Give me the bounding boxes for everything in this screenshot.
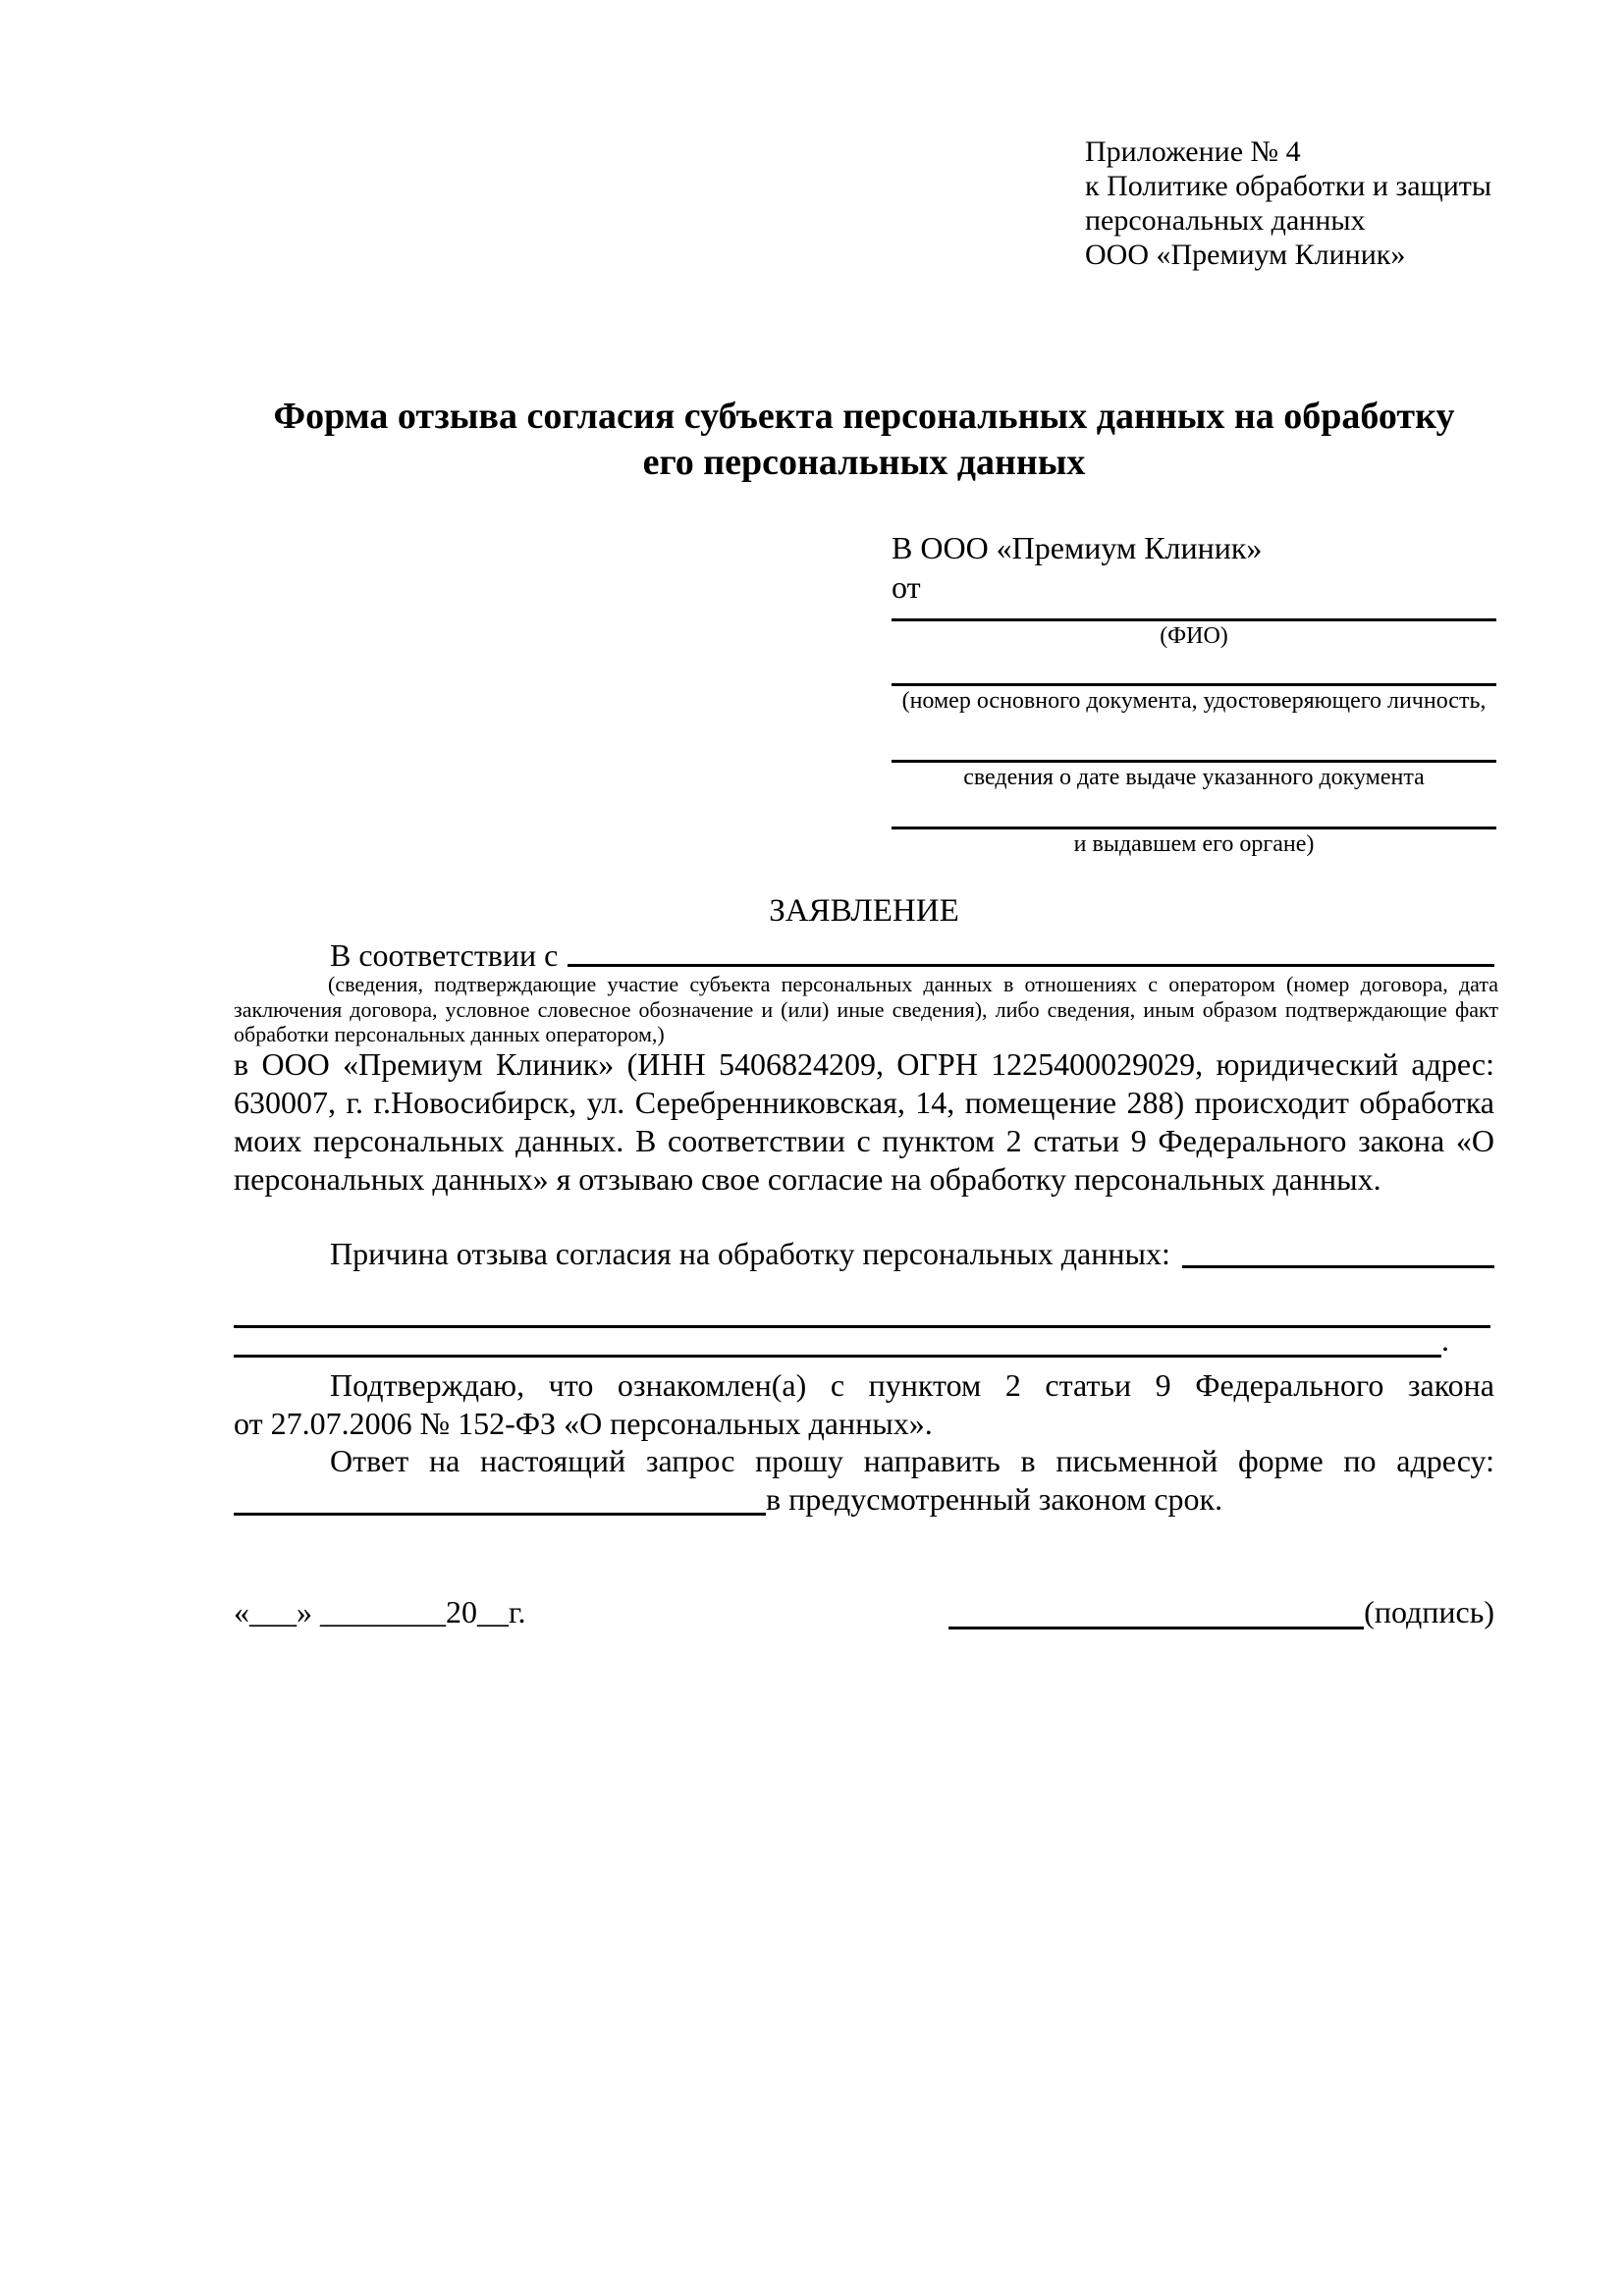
date-placeholder: «___» ________20__г.	[234, 1594, 526, 1629]
document-title	[234, 394, 1494, 486]
reason-fill-line	[1182, 1235, 1494, 1268]
document-number-caption: (номер основного документа, удостоверяющего личность,	[901, 688, 1487, 714]
document-authority-caption: и выдавшем его органе)	[1073, 831, 1315, 857]
appendix-header-line: Приложение № 4	[1085, 135, 1301, 168]
signature-caption: (подпись)	[1364, 1594, 1494, 1629]
confirmation-line: Подтверждаю, что ознакомлен(а) с пунктом 2 статьи 9 Федерального закона	[330, 1367, 1494, 1403]
appendix-header-line: ООО «Премиум Клиник»	[1085, 239, 1406, 271]
fine-print-note: (сведения, подтверждающие участие субъекта персональных данных в отношениях с оператором (номер договора, дата заключения договора, условное словесное обозначение и (или) иные сведения), либо сведения, иным образом подтверждающие факт обработки персональных данных оператором,)	[234, 972, 1498, 1046]
document-title-line: Форма отзыва согласия субъекта персональных данных на обработку	[273, 396, 1455, 437]
confirmation-paragraph	[234, 1366, 1494, 1443]
document-authority-fill-line	[892, 792, 1496, 829]
reason-label: Причина отзыва согласия на обработку персональных данных:	[330, 1236, 1170, 1271]
confirmation-line: от 27.07.2006 № 152-ФЗ «О персональных данных».	[234, 1406, 933, 1441]
document-number-fill-line	[892, 651, 1496, 686]
document-issue-date-caption: сведения о дате выдаче указанного документа	[963, 765, 1425, 790]
statement-heading: ЗАЯВЛЕНИЕ	[769, 893, 959, 929]
reason-row	[234, 1235, 1494, 1273]
intro-label: В соответствии с	[330, 937, 559, 973]
intro-fill-line	[568, 936, 1494, 967]
reply-request-line: Ответ на настоящий запрос прошу направить в письменной форме по адресу:	[330, 1443, 1494, 1478]
reason-blank-line-2	[234, 1321, 1441, 1358]
appendix-header-line: к Политике обработки и защиты	[1085, 170, 1492, 202]
signature-row	[234, 1593, 1494, 1631]
statement-body-paragraph: в ООО «Премиум Клиник» (ИНН 5406824209, ОГРН 1225400029029, юридический адрес: 630007, г. г.Новосибирск, ул. Серебренниковская, 14, помещение 288) происходит обработка моих персональных данных. В соответствии с пунктом 2 статьи 9 Федерального закона «О персональных данных» я отзываю свое согласие на обработку персональных данных.	[234, 1046, 1494, 1197]
addressee-from-label: от	[892, 569, 921, 605]
fio-fill-line	[892, 607, 1496, 621]
reason-blank-row-2	[234, 1321, 1494, 1358]
addressee-block	[892, 528, 1496, 859]
document-title-line: его персональных данных	[642, 442, 1086, 483]
appendix-header-line: персональных данных	[1085, 204, 1366, 237]
signature-fill-line	[948, 1593, 1364, 1629]
fio-caption: (ФИО)	[1160, 623, 1228, 649]
reply-address-fill-line	[234, 1480, 766, 1516]
reply-address-row	[234, 1480, 1494, 1519]
addressee-to: В ООО «Премиум Клиник»	[892, 530, 1263, 565]
sentence-period: .	[1441, 1322, 1449, 1358]
document-issue-date-fill-line	[892, 716, 1496, 763]
signature-group	[948, 1593, 1494, 1631]
appendix-header	[1085, 134, 1517, 272]
intro-row	[234, 936, 1494, 975]
reply-suffix: в предусмотренный законом срок.	[766, 1481, 1223, 1517]
